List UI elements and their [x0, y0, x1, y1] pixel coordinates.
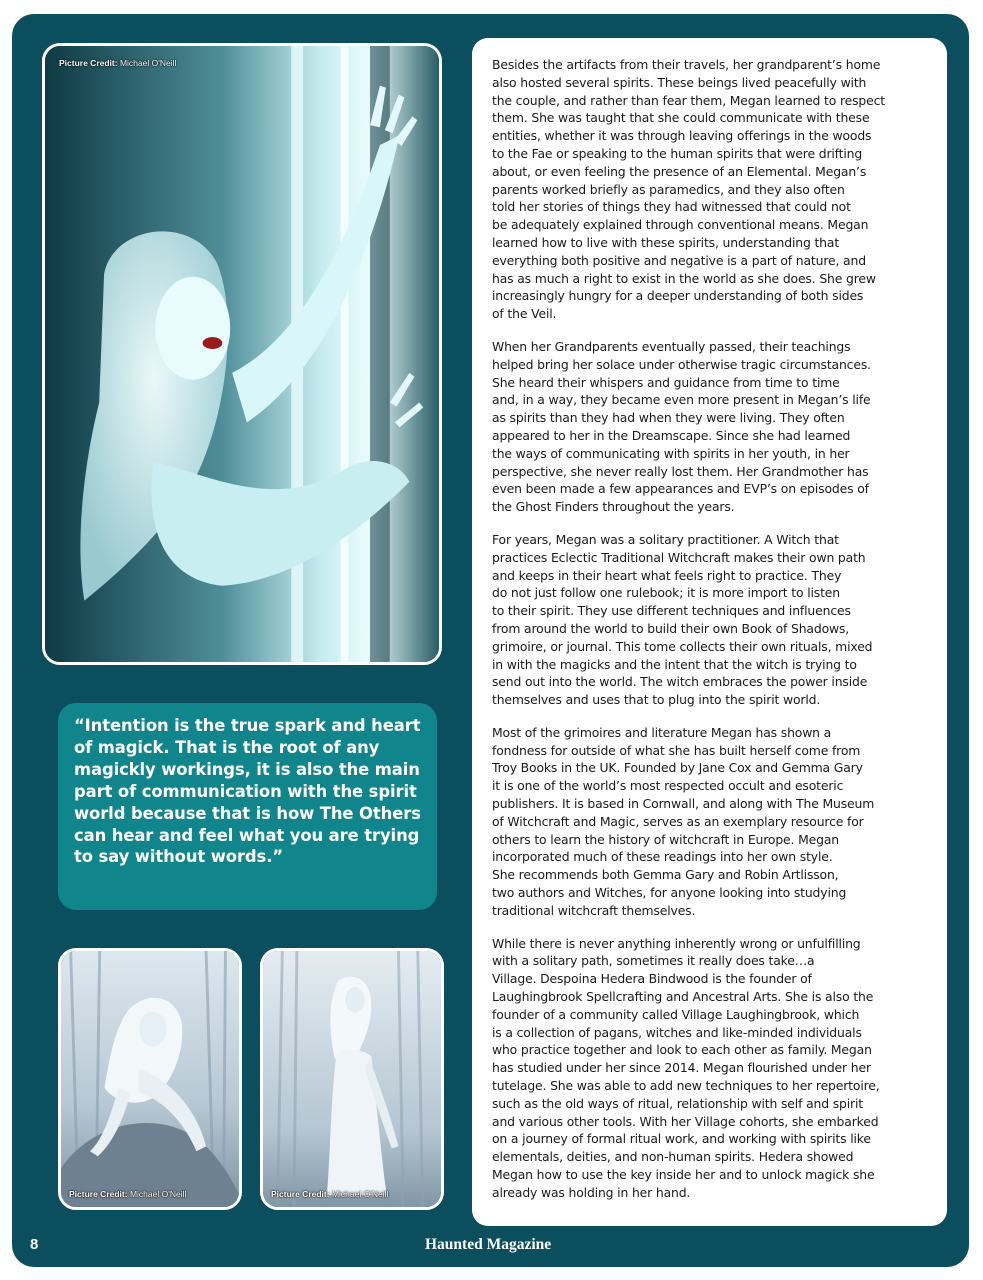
credit-name: Michael O'Neill — [119, 58, 177, 68]
credit-name: Michael O'Neill — [331, 1189, 389, 1199]
credit-label: Picture Credit: — [271, 1189, 330, 1199]
pull-quote-box — [58, 703, 437, 910]
article-paragraph: While there is never anything inherently wrong or unfulfilling with a solitary path, sometimes it really does take…a Village. Despoina Hedera Bindwood is the founder of Laughingbrook Spellcrafting and Ancestral Arts. She is also the founder of a community called Village Laughingbrook, which is a collection of pagans, witches and like-minded individuals who practice together and look to each other as family. Megan has studied under her since 2014. Megan flourished under her tutelage. She was able to add new techniques to her repertoire, such as the old ways of ritual, relationship with self and spirit and various other tools. With her Village cohorts, she embarked on a journey of formal ritual work, and working with spirits like elementals, deities, and non-human spirits. Hedera showed Megan how to use the key inside her and to unlock magick she already was holding in her hand. — [492, 935, 880, 1200]
article-paragraph: When her Grandparents eventually passed, their teachings helped bring her solace under otherwise tragic circumstances. She heard their whispers and guidance from time to time and, in a way, they became even more present in Megan’s life as spirits than they had when they were living. They often appeared to her in the Dreamscape. Since she had learned the ways of communicating with spirits in her youth, in her perspective, she never really lost them. Her Grandmother has even been made a few appearances and EVP’s on episodes of the Ghost Finders throughout the years. — [492, 338, 871, 515]
bottom-left-photo — [58, 948, 242, 1210]
article-paragraph: Besides the artifacts from their travels, her grandparent’s home also hosted several spirits. These beings lived peacefully with the couple, and rather than fear them, Megan learned to respect them. She was taught that she could communicate with these entities, whether it was through leaving offerings in the woods to the Fae or speaking to the human spirits that were drifting about, or even feeling the presence of an Elemental. Megan’s parents worked briefly as paramedics, and they also often told her stories of things they had witnessed that could not be adequately explained through conventional means. Megan learned how to live with these spirits, understanding that everything both positive and negative is a part of nature, and has as much a right to exist in the world as she does. She grew increasingly hungry for a deeper understanding of both sides of the Veil. — [492, 57, 885, 322]
page-number: 8 — [30, 1236, 39, 1253]
bottom-right-photo — [260, 948, 444, 1210]
bottom-left-photo-image — [61, 951, 239, 1207]
bottom-right-photo-image — [263, 951, 441, 1207]
magazine-title: Haunted Magazine — [425, 1236, 552, 1253]
bottom-left-photo-credit — [69, 1189, 186, 1199]
main-photo — [42, 43, 442, 665]
pull-quote-text: “Intention is the true spark and heart of magick. That is the root of any magickly workings, it is also the main part of communication with the spirit world because that is how The Others can hear and feel what you are trying to say without words.” — [74, 716, 421, 867]
credit-label: Picture Credit: — [59, 58, 118, 68]
bottom-right-photo-credit — [271, 1189, 388, 1199]
main-photo-image — [45, 46, 439, 662]
credit-label: Picture Credit: — [69, 1189, 128, 1199]
article-paragraph: Most of the grimoires and literature Megan has shown a fondness for outside of what she has built herself come from Troy Books in the UK. Founded by Jane Cox and Gemma Gary it is one of the world’s most respected occult and esoteric publishers. It is based in Cornwall, and along with The Museum of Witchcraft and Magic, serves as an exemplary resource for others to learn the history of witchcraft in Europe. Megan incorporated much of these readings into her own style. She recommends both Gemma Gary and Robin Artlisson, two authors and Witches, for anyone looking into studying traditional witchcraft themselves. — [492, 724, 875, 918]
main-photo-credit — [59, 58, 176, 68]
article-paragraph: For years, Megan was a solitary practitioner. A Witch that practices Eclectic Traditional Witchcraft makes their own path and keeps in their heart what feels right to practice. They do not just follow one rulebook; it is more import to listen to their spirit. They use different techniques and influences from around the world to build their own Book of Shadows, grimoire, or journal. This tome collects their own rituals, mixed in with the magicks and the intent that the witch is trying to send out into the world. The witch embraces the power inside themselves and uses that to plug into the spirit world. — [492, 531, 873, 708]
article-text-box — [472, 38, 947, 1226]
credit-name: Michael O'Neill — [129, 1189, 187, 1199]
